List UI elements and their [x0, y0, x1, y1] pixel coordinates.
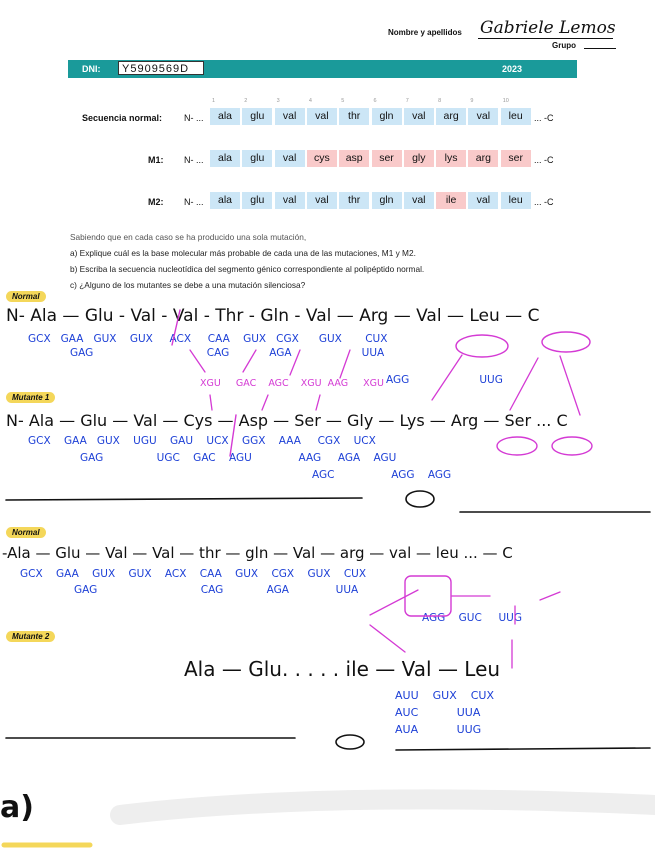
name-label: Nombre y apellidos	[388, 28, 462, 37]
position-number: 10	[502, 98, 509, 104]
handwritten-normal-sequence: N- Ala — Glu - Val - Val - Thr - Gln - Val — Arg — Val — Leu — C	[6, 306, 540, 326]
position-number: 5	[341, 98, 345, 104]
position-number: 7	[405, 98, 409, 104]
handwritten-m2-codons-c: AUA UUG	[395, 723, 482, 736]
handwritten-m1-sequence: N- Ala — Glu — Val — Cys — Asp — Ser — Gly — Lys — Arg — Ser ... C	[6, 411, 568, 430]
handwritten-m2-codons-a: AUU GUX CUX	[395, 689, 494, 702]
handwritten-normal-codons-b: GAG CAG AGA UUA	[70, 347, 385, 359]
arrow-stroke	[210, 395, 212, 410]
m1-n-term: N- ...	[184, 155, 204, 165]
arrow-stroke	[316, 395, 320, 410]
normal-residue: thr	[339, 108, 369, 125]
m1-c-term: ... -C	[534, 155, 554, 165]
tag-mutante2: Mutante 2	[6, 631, 55, 642]
faint-stroke	[120, 799, 655, 815]
normal-residue: val	[307, 108, 337, 125]
normal-residue: leu	[501, 108, 531, 125]
position-number: 6	[373, 98, 377, 104]
m1-residue: glu	[242, 150, 272, 167]
normal-residue: val	[404, 108, 434, 125]
normal-residue: gln	[372, 108, 402, 125]
signature-loop	[406, 491, 434, 507]
bottom-answer-label: a)	[0, 790, 34, 825]
divider-stroke	[6, 498, 362, 500]
handwritten-normal-sequence-2: -Ala — Glu — Val — Val — thr — gln — Val — arg — val — leu ... — C	[2, 544, 513, 562]
m2-residue: val	[468, 192, 498, 209]
m1-seq-label: M1:	[148, 155, 164, 165]
m1-residue: cys	[307, 150, 337, 167]
normal-n-term: N- ...	[184, 113, 204, 123]
box-mark	[405, 576, 451, 616]
m1-residue: arg	[468, 150, 498, 167]
arrow-stroke	[243, 350, 256, 372]
divider-stroke	[396, 748, 650, 750]
question-a: a) Explique cuál es la base molecular más probable de cada una de las mutaciones, M1 y M2.	[70, 248, 416, 258]
arrow-stroke	[560, 356, 580, 415]
m2-residue: ala	[210, 192, 240, 209]
m1-residue: lys	[436, 150, 466, 167]
arrow-stroke	[540, 592, 560, 600]
normal-residue: arg	[436, 108, 466, 125]
year-label: 2023	[502, 64, 523, 74]
arrow-stroke	[432, 355, 462, 400]
position-number: 3	[276, 98, 280, 104]
circle-mark	[456, 335, 508, 357]
question-c: c) ¿Alguno de los mutantes se debe a una mutación silenciosa?	[70, 280, 306, 290]
grupo-label: Grupo	[552, 41, 576, 50]
arrow-stroke	[262, 395, 268, 410]
dni-value: Y5909569D	[118, 61, 204, 75]
m2-residue: gln	[372, 192, 402, 209]
arrow-stroke	[370, 625, 405, 652]
handwritten-normal-codons-a: GCX GAA GUX GUX ACX CAA GUX CGX GUX CUX	[28, 333, 388, 345]
tag-normal-2: Normal	[6, 527, 46, 538]
normal-c-term: ... -C	[534, 113, 554, 123]
m1-residue: asp	[339, 150, 369, 167]
m2-residue: val	[404, 192, 434, 209]
question-intro: Sabiendo que en cada caso se ha producido una sola mutación,	[70, 232, 307, 242]
m2-n-term: N- ...	[184, 197, 204, 207]
handwritten-m1-codons-b: GAG UGC GAC AGU AAG AGA AGU	[80, 452, 397, 464]
m1-residue: gly	[404, 150, 434, 167]
tag-mutante1: Mutante 1	[6, 392, 55, 403]
vertical-mark	[172, 310, 180, 345]
name-value: Gabriele Lemos	[480, 18, 616, 38]
arrow-stroke	[190, 350, 205, 372]
dni-label: DNI:	[82, 64, 101, 74]
m2-residue: ile	[436, 192, 466, 209]
handwritten-m2-sequence: Ala — Glu. . . . . ile — Val — Leu	[184, 657, 501, 681]
m1-residue: val	[275, 150, 305, 167]
handwritten-pink-codons: XGU GAC AGC XGU AAG XGU	[200, 378, 384, 389]
vertical-mark	[230, 415, 236, 456]
m2-residue: leu	[501, 192, 531, 209]
m2-seq-label: M2:	[148, 197, 164, 207]
circle-mark	[497, 437, 537, 455]
circle-mark	[542, 332, 590, 352]
position-number: 4	[308, 98, 312, 104]
normal-residue: val	[275, 108, 305, 125]
normal-residue: ala	[210, 108, 240, 125]
m2-residue: thr	[339, 192, 369, 209]
position-number: 1	[212, 98, 216, 104]
normal-seq-label: Secuencia normal:	[82, 113, 163, 123]
arrow-stroke	[290, 350, 300, 375]
m1-residue: ser	[501, 150, 531, 167]
handwritten-normal2-codons-c: AGG GUC UUG	[422, 612, 522, 624]
position-number: 8	[438, 98, 442, 104]
m2-residue: val	[275, 192, 305, 209]
arrow-stroke	[340, 350, 350, 378]
circle-mark	[552, 437, 592, 455]
m1-residue: ala	[210, 150, 240, 167]
normal-residue: val	[468, 108, 498, 125]
m2-residue: val	[307, 192, 337, 209]
handwritten-m1-codons-a: GCX GAA GUX UGU GAU UCX GGX AAA CGX UCX	[28, 435, 376, 447]
handwritten-m1-codons-c: AGC AGG AGG	[312, 469, 452, 481]
tag-normal: Normal	[6, 291, 46, 302]
m1-residue: ser	[372, 150, 402, 167]
question-b: b) Escriba la secuencia nucleotídica del segmento génico correspondiente al polipéptido normal.	[70, 264, 425, 274]
handwritten-normal-codons-c: AGG UUG	[386, 374, 503, 386]
arrow-stroke	[370, 590, 418, 615]
handwritten-normal2-codons-b: GAG CAG AGA UUA	[74, 584, 359, 596]
position-number: 9	[470, 98, 474, 104]
normal-residue: glu	[242, 108, 272, 125]
m2-c-term: ... -C	[534, 197, 554, 207]
handwritten-m2-codons-b: AUC UUA	[395, 706, 481, 719]
m2-residue: glu	[242, 192, 272, 209]
position-number: 2	[244, 98, 248, 104]
handwritten-normal2-codons-a: GCX GAA GUX GUX ACX CAA GUX CGX GUX CUX	[20, 568, 367, 580]
signature-loop	[336, 735, 364, 749]
arrow-stroke	[510, 358, 538, 410]
